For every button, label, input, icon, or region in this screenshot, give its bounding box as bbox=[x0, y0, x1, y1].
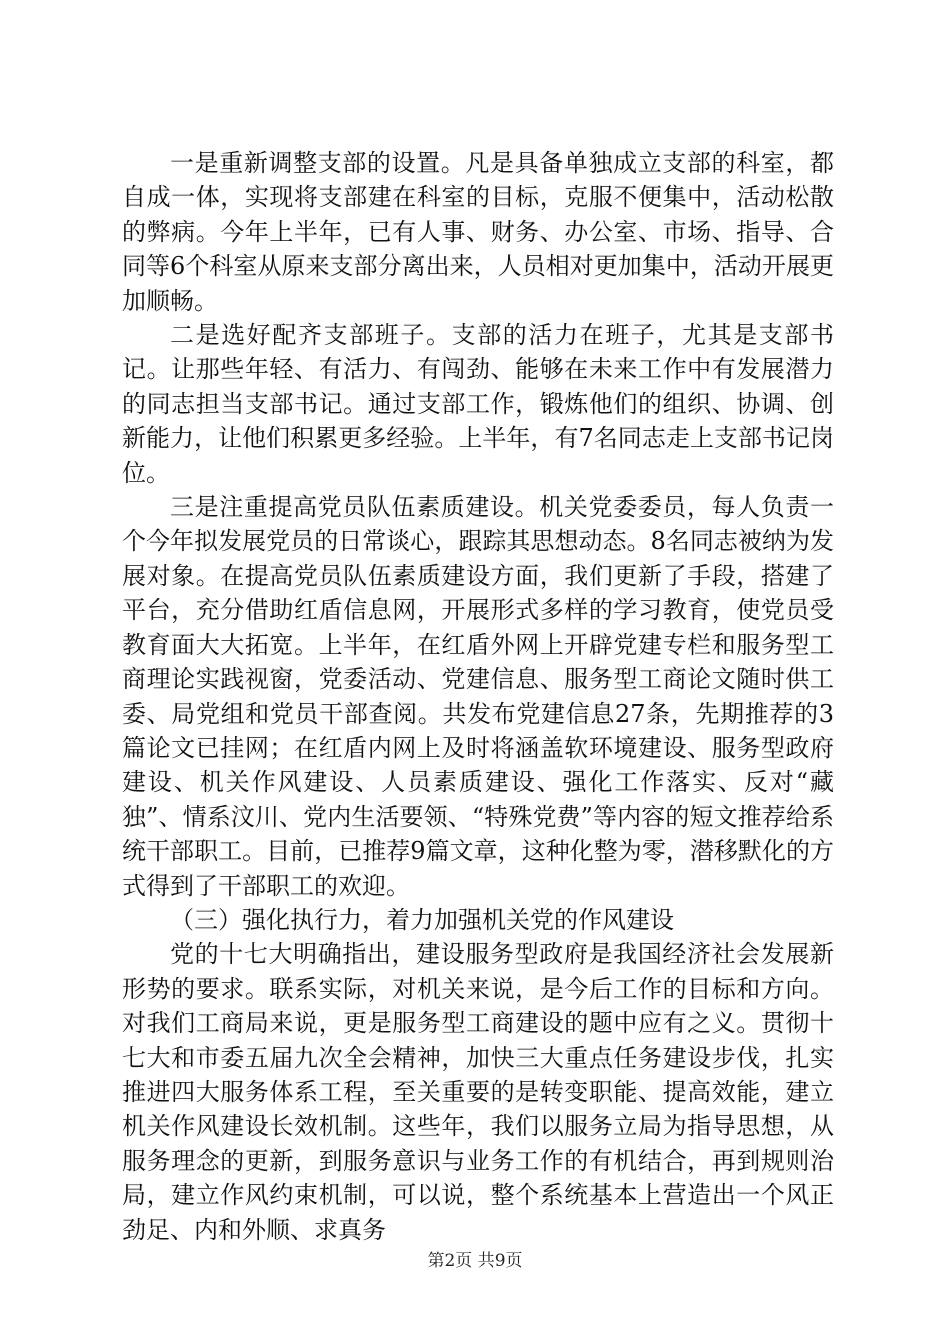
paragraph-restructure-branches: 一是重新调整支部的设置。凡是具备单独成立支部的科室，都自成一体，实现将支部建在科室的目标，克服不便集中，活动松散的弊病。今年上半年，已有人事、财务、办公室、市场、指导、合同等6个科室从原来支部分离出来，人员相对更加集中，活动开展更加顺畅。 bbox=[122, 149, 834, 315]
section-heading-work-style: （三）强化执行力，着力加强机关党的作风建设 bbox=[170, 905, 674, 934]
document-body bbox=[122, 146, 834, 1247]
paragraph-service-government: 党的十七大明确指出，建设服务型政府是我国经济社会发展新形势的要求。联系实际，对机关来说，是今后工作的目标和方向。对我们工商局来说，更是服务型工商建设的题中应有之义。贯彻十七大和市委五届九次全会精神，加快三大重点任务建设步伐，扎实推进四大服务体系工程，至关重要的是转变职能、提高效能，建立机关作风建设长效机制。这些年，我们以服务立局为指导思想，从服务理念的更新，到服务意识与业务工作的有机结合，再到规则治局，建立作风约束机制，可以说，整个系统基本上营造出一个风正劲足、内和外顺、求真务 bbox=[122, 940, 834, 1244]
page-footer: 第2页 共9页 bbox=[427, 1251, 523, 1271]
paragraph-branch-leadership: 二是选好配齐支部班子。支部的活力在班子，尤其是支部书记。让那些年轻、有活力、有闯劲、能够在未来工作中有发展潜力的同志担当支部书记。通过支部工作，锻炼他们的组织、协调、创新能力，让他们积累更多经验。上半年，有7名同志走上支部书记岗位。 bbox=[122, 321, 834, 487]
paragraph-member-quality: 三是注重提高党员队伍素质建设。机关党委委员，每人负责一个今年拟发展党员的日常谈心，跟踪其思想动态。8名同志被纳为发展对象。在提高党员队伍素质建设方面，我们更新了手段，搭建了平台，充分借助红盾信息网，开展形式多样的学习教育，使党员受教育面大大拓宽。上半年，在红盾外网上开辟党建专栏和服务型工商理论实践视窗，党委活动、党建信息、服务型工商论文随时供工委、局党组和党员干部查阅。共发布党建信息27条，先期推荐的3篇论文已挂网；在红盾内网上及时将涵盖软环境建设、服务型政府建设、机关作风建设、人员素质建设、强化工作落实、反对“藏独”、情系汶川、党内生活要领、“特殊党费”等内容的短文推荐给系统干部职工。目前，已推荐9篇文章，这种化整为零，潜移默化的方式得到了干部职工的欢迎。 bbox=[122, 493, 834, 900]
